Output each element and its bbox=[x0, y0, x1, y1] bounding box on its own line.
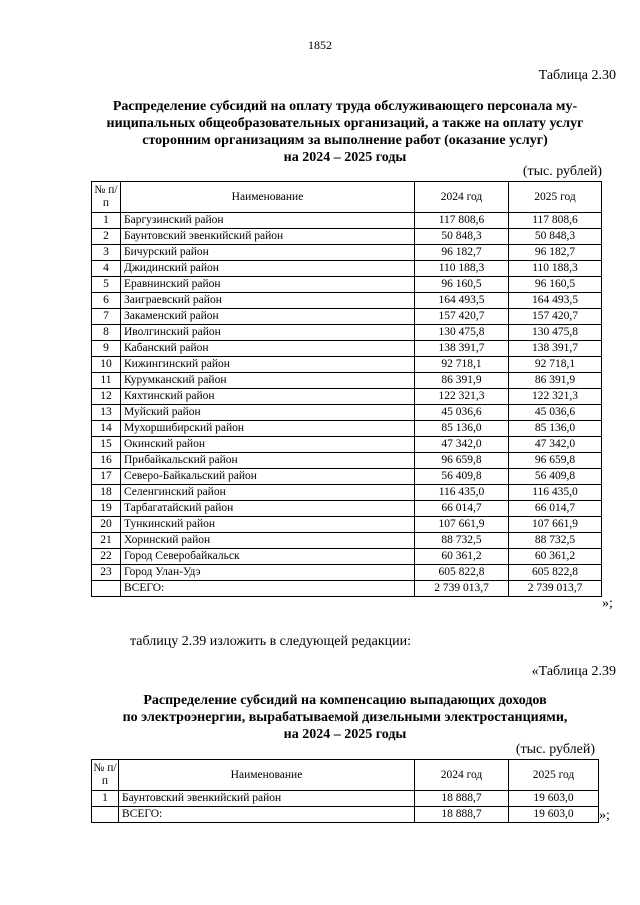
table-row bbox=[92, 549, 602, 565]
row-name: Тарбагатайский район bbox=[121, 501, 415, 517]
row-name: Баунтовский эвенкийский район bbox=[119, 791, 415, 807]
row-name: Курумканский район bbox=[121, 373, 415, 389]
total-2024: 2 739 013,7 bbox=[415, 581, 509, 597]
row-number: 18 bbox=[92, 485, 121, 501]
total-2025: 2 739 013,7 bbox=[509, 581, 602, 597]
table-row bbox=[92, 421, 602, 437]
row-number: 12 bbox=[92, 389, 121, 405]
row-number: 9 bbox=[92, 341, 121, 357]
row-value-2024: 96 182,7 bbox=[415, 245, 509, 261]
row-value-2024: 47 342,0 bbox=[415, 437, 509, 453]
header-name: Наименование bbox=[121, 182, 415, 213]
table-row bbox=[92, 277, 602, 293]
row-name: Окинский район bbox=[121, 437, 415, 453]
row-name: Хоринский район bbox=[121, 533, 415, 549]
table-row bbox=[92, 517, 602, 533]
row-number: 15 bbox=[92, 437, 121, 453]
row-name: Прибайкальский район bbox=[121, 453, 415, 469]
total-2024: 18 888,7 bbox=[415, 807, 509, 823]
table-body bbox=[92, 791, 599, 823]
title-line: на 2024 – 2025 годы bbox=[283, 727, 407, 742]
row-name: Еравнинский район bbox=[121, 277, 415, 293]
row-value-2024: 50 848,3 bbox=[415, 229, 509, 245]
row-value-2025: 92 718,1 bbox=[509, 357, 602, 373]
row-name: Кижингинский район bbox=[121, 357, 415, 373]
row-number: 20 bbox=[92, 517, 121, 533]
row-name: Кяхтинский район bbox=[121, 389, 415, 405]
row-number: 17 bbox=[92, 469, 121, 485]
row-value-2025: 85 136,0 bbox=[509, 421, 602, 437]
row-value-2024: 117 808,6 bbox=[415, 213, 509, 229]
table-row bbox=[92, 293, 602, 309]
header-2024: 2024 год bbox=[415, 182, 509, 213]
row-number: 19 bbox=[92, 501, 121, 517]
header-2025: 2025 год bbox=[509, 182, 602, 213]
row-name: Тункинский район bbox=[121, 517, 415, 533]
row-name: Баргузинский район bbox=[121, 213, 415, 229]
row-value-2025: 122 321,3 bbox=[509, 389, 602, 405]
row-number: 7 bbox=[92, 309, 121, 325]
header-2025: 2025 год bbox=[509, 760, 599, 791]
row-value-2024: 138 391,7 bbox=[415, 341, 509, 357]
row-value-2024: 157 420,7 bbox=[415, 309, 509, 325]
table-row bbox=[92, 261, 602, 277]
row-value-2024: 605 822,8 bbox=[415, 565, 509, 581]
row-name: Баунтовский эвенкийский район bbox=[121, 229, 415, 245]
row-name: Бичурский район bbox=[121, 245, 415, 261]
table-row bbox=[92, 373, 602, 389]
row-number: 2 bbox=[92, 229, 121, 245]
row-value-2025: 116 435,0 bbox=[509, 485, 602, 501]
row-name: Закаменский район bbox=[121, 309, 415, 325]
row-value-2025: 96 659,8 bbox=[509, 453, 602, 469]
row-value-2024: 130 475,8 bbox=[415, 325, 509, 341]
row-value-2024: 45 036,6 bbox=[415, 405, 509, 421]
table-2-30-unit: (тыс. рублей) bbox=[522, 164, 602, 179]
header-2024: 2024 год bbox=[415, 760, 509, 791]
table-row bbox=[92, 245, 602, 261]
row-value-2025: 19 603,0 bbox=[509, 791, 599, 807]
table-row bbox=[92, 469, 602, 485]
row-value-2025: 96 182,7 bbox=[509, 245, 602, 261]
row-value-2024: 96 160,5 bbox=[415, 277, 509, 293]
table-2-30-closing-quote: »; bbox=[602, 596, 613, 611]
row-value-2024: 85 136,0 bbox=[415, 421, 509, 437]
title-line: на 2024 – 2025 годы bbox=[283, 150, 407, 165]
row-number: 6 bbox=[92, 293, 121, 309]
row-value-2024: 56 409,8 bbox=[415, 469, 509, 485]
row-value-2025: 66 014,7 bbox=[509, 501, 602, 517]
table-row bbox=[92, 389, 602, 405]
table-2-39-unit: (тыс. рублей) bbox=[515, 742, 595, 757]
row-value-2025: 47 342,0 bbox=[509, 437, 602, 453]
row-number: 8 bbox=[92, 325, 121, 341]
total-empty-cell bbox=[92, 807, 119, 823]
total-empty-cell bbox=[92, 581, 121, 597]
row-value-2025: 96 160,5 bbox=[509, 277, 602, 293]
table-2-30-label: Таблица 2.30 bbox=[538, 68, 616, 83]
table-row bbox=[92, 357, 602, 373]
row-value-2024: 110 188,3 bbox=[415, 261, 509, 277]
title-line: Распределение субсидий на оплату труда обслуживающего персонала му- bbox=[112, 99, 578, 114]
total-label: ВСЕГО: bbox=[121, 581, 415, 597]
row-value-2024: 116 435,0 bbox=[415, 485, 509, 501]
table-row bbox=[92, 309, 602, 325]
row-name: Город Улан-Удэ bbox=[121, 565, 415, 581]
total-2025: 19 603,0 bbox=[509, 807, 599, 823]
row-value-2024: 60 361,2 bbox=[415, 549, 509, 565]
row-value-2025: 56 409,8 bbox=[509, 469, 602, 485]
row-number: 1 bbox=[92, 791, 119, 807]
row-number: 1 bbox=[92, 213, 121, 229]
title-line: сторонним организациям за выполнение работ (оказание услуг) bbox=[142, 133, 548, 148]
row-value-2025: 164 493,5 bbox=[509, 293, 602, 309]
table-2-39-label: «Таблица 2.39 bbox=[531, 664, 616, 679]
amendment-paragraph: таблицу 2.39 изложить в следующей редакции: bbox=[130, 634, 412, 649]
row-name: Северо-Байкальский район bbox=[121, 469, 415, 485]
row-number: 13 bbox=[92, 405, 121, 421]
table-row bbox=[92, 341, 602, 357]
row-number: 16 bbox=[92, 453, 121, 469]
row-value-2024: 122 321,3 bbox=[415, 389, 509, 405]
table-2-39-closing-quote: »; bbox=[599, 808, 610, 823]
title-line: по электроэнергии, вырабатываемой дизельными электростанциями, bbox=[122, 710, 568, 725]
row-value-2025: 45 036,6 bbox=[509, 405, 602, 421]
row-number: 22 bbox=[92, 549, 121, 565]
row-number: 5 bbox=[92, 277, 121, 293]
row-value-2025: 86 391,9 bbox=[509, 373, 602, 389]
row-value-2025: 130 475,8 bbox=[509, 325, 602, 341]
row-value-2025: 605 822,8 bbox=[509, 565, 602, 581]
row-value-2025: 88 732,5 bbox=[509, 533, 602, 549]
header-num: № п/п bbox=[92, 760, 119, 791]
row-name: Заиграевский район bbox=[121, 293, 415, 309]
row-number: 4 bbox=[92, 261, 121, 277]
header-name: Наименование bbox=[119, 760, 415, 791]
table-2-39-title bbox=[60, 692, 630, 743]
row-value-2024: 18 888,7 bbox=[415, 791, 509, 807]
row-value-2025: 110 188,3 bbox=[509, 261, 602, 277]
row-value-2025: 157 420,7 bbox=[509, 309, 602, 325]
page-number: 1852 bbox=[308, 38, 332, 52]
row-number: 23 bbox=[92, 565, 121, 581]
table-body bbox=[92, 213, 602, 597]
row-number: 21 bbox=[92, 533, 121, 549]
row-name: Иволгинский район bbox=[121, 325, 415, 341]
table-2-30 bbox=[91, 181, 602, 597]
row-value-2024: 92 718,1 bbox=[415, 357, 509, 373]
row-number: 14 bbox=[92, 421, 121, 437]
row-value-2024: 66 014,7 bbox=[415, 501, 509, 517]
table-row bbox=[92, 437, 602, 453]
row-value-2024: 107 661,9 bbox=[415, 517, 509, 533]
row-value-2025: 117 808,6 bbox=[509, 213, 602, 229]
row-value-2025: 50 848,3 bbox=[509, 229, 602, 245]
table-row bbox=[92, 325, 602, 341]
row-name: Мухоршибирский район bbox=[121, 421, 415, 437]
row-number: 10 bbox=[92, 357, 121, 373]
row-value-2025: 107 661,9 bbox=[509, 517, 602, 533]
table-2-39 bbox=[91, 759, 599, 823]
title-line: ниципальных общеобразовательных организаций, а также на оплату услуг bbox=[106, 116, 584, 131]
table-row bbox=[92, 791, 599, 807]
row-value-2024: 88 732,5 bbox=[415, 533, 509, 549]
table-row bbox=[92, 213, 602, 229]
header-num: № п/п bbox=[92, 182, 121, 213]
row-name: Селенгинский район bbox=[121, 485, 415, 501]
row-value-2024: 96 659,8 bbox=[415, 453, 509, 469]
table-row bbox=[92, 565, 602, 581]
row-name: Кабанский район bbox=[121, 341, 415, 357]
table-row bbox=[92, 533, 602, 549]
row-name: Город Северобайкальск bbox=[121, 549, 415, 565]
row-value-2024: 86 391,9 bbox=[415, 373, 509, 389]
row-name: Муйский район bbox=[121, 405, 415, 421]
table-row bbox=[92, 453, 602, 469]
row-value-2024: 164 493,5 bbox=[415, 293, 509, 309]
table-row bbox=[92, 405, 602, 421]
total-row bbox=[92, 581, 602, 597]
total-row bbox=[92, 807, 599, 823]
row-number: 3 bbox=[92, 245, 121, 261]
row-name: Джидинский район bbox=[121, 261, 415, 277]
table-row bbox=[92, 485, 602, 501]
table-2-30-title bbox=[60, 98, 630, 166]
title-line: Распределение субсидий на компенсацию выпадающих доходов bbox=[143, 693, 547, 708]
table-row bbox=[92, 229, 602, 245]
total-label: ВСЕГО: bbox=[119, 807, 415, 823]
row-number: 11 bbox=[92, 373, 121, 389]
row-value-2025: 60 361,2 bbox=[509, 549, 602, 565]
table-row bbox=[92, 501, 602, 517]
row-value-2025: 138 391,7 bbox=[509, 341, 602, 357]
